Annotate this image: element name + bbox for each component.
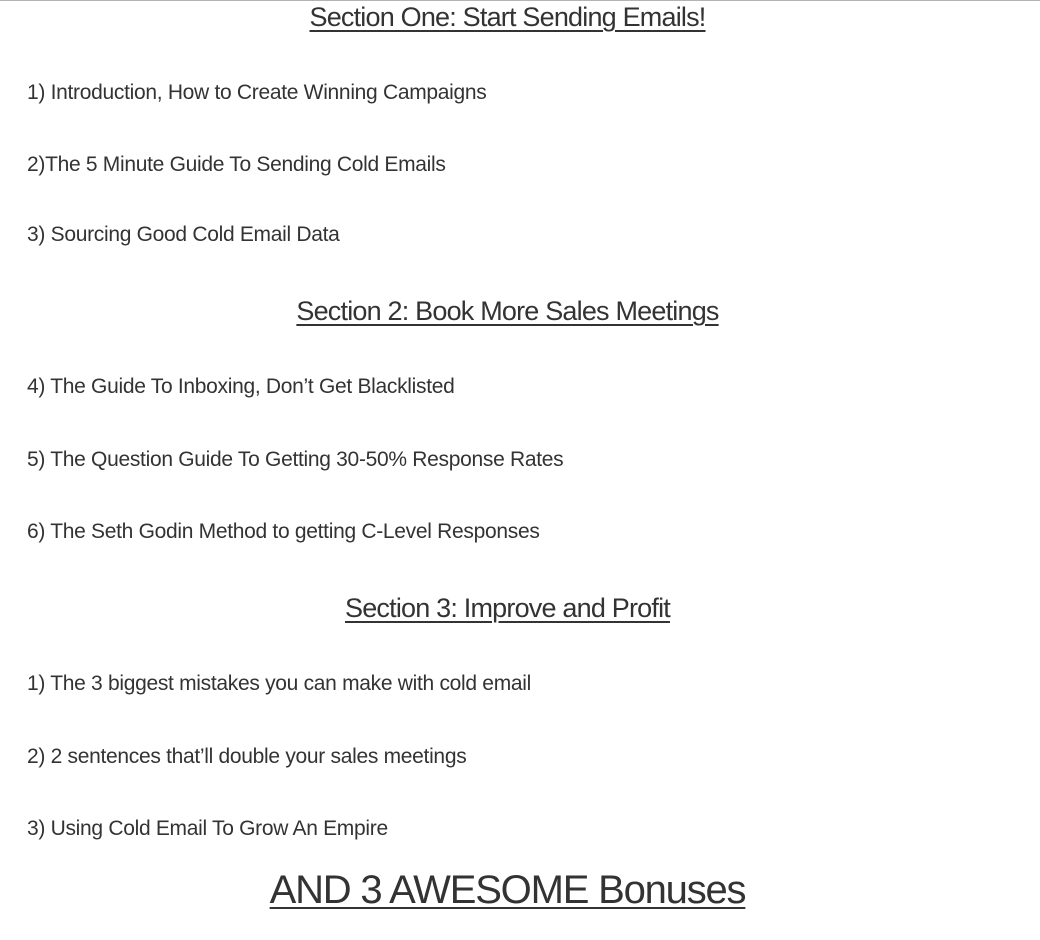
section-3-item-3: 3) Using Cold Email To Grow An Empire [27, 817, 388, 840]
section-1-item-3: 3) Sourcing Good Cold Email Data [27, 223, 340, 246]
section-1-item-2: 2)The 5 Minute Guide To Sending Cold Emails [27, 153, 446, 176]
section-2-item-3: 6) The Seth Godin Method to getting C-Level Responses [27, 520, 540, 543]
section-3-item-2: 2) 2 sentences that’ll double your sales meetings [27, 745, 467, 768]
section-2-item-1: 4) The Guide To Inboxing, Don’t Get Blacklisted [27, 375, 455, 398]
bonus-heading: AND 3 AWESOME Bonuses [269, 868, 746, 912]
section-1-item-1: 1) Introduction, How to Create Winning Campaigns [27, 81, 487, 104]
section-3-heading: Section 3: Improve and Profit [345, 593, 670, 623]
top-border-divider [0, 0, 1040, 1]
section-3-item-1: 1) The 3 biggest mistakes you can make with cold email [27, 672, 531, 695]
section-1-heading: Section One: Start Sending Emails! [309, 2, 706, 32]
section-2-item-2: 5) The Question Guide To Getting 30-50% Response Rates [27, 448, 564, 471]
section-2-heading: Section 2: Book More Sales Meetings [296, 296, 719, 326]
